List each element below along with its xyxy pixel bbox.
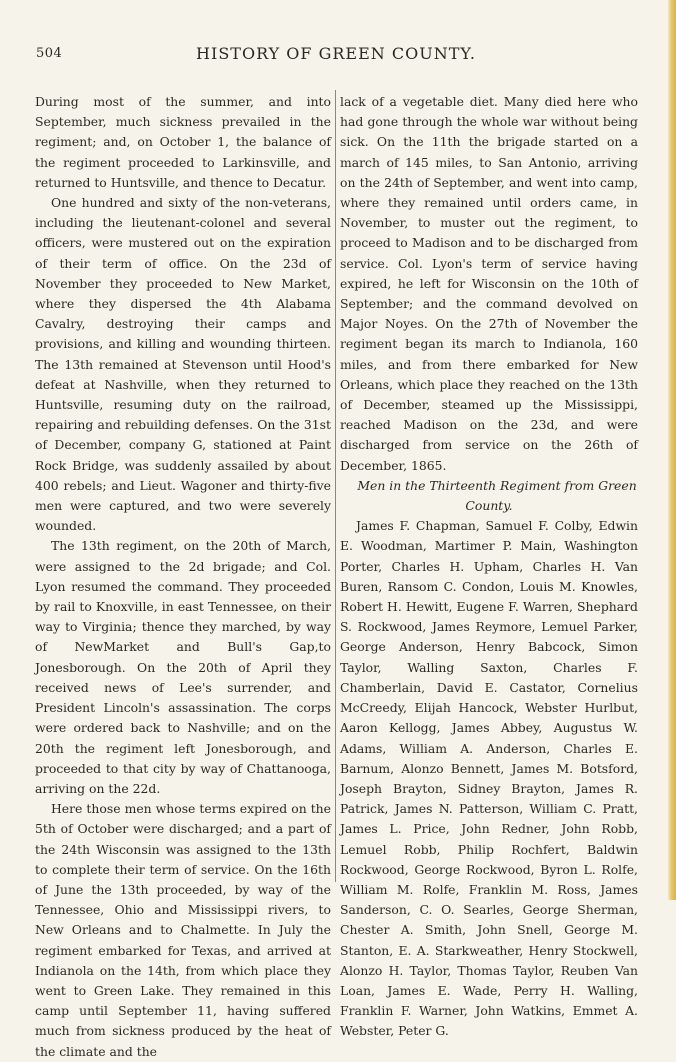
names-list: James F. Chapman, Samuel F. Colby, Edwin E. Woodman, Martimer P. Main, Washington Porter, Charles H. Upham, Charles H. Van Buren, Ransom C. Condon, Louis M. Knowles, Robert H. Hewitt, Eugene F. Warren, Shephard S. Rockwood, James Reymore, Lemuel Parker, George Anderson, Henry Babcock, Simon Taylor, Walling Saxton, Charles F. Chamberlain, David E. Castator, Cornelius McCreedy, Elijah Hancock, Webster Hurlbut, Aaron Kellogg, James Abbey, Augustus W. Adams, William A. Anderson, Charles E. Barnum, Alonzo Bennett, James M. Botsford, Joseph Brayton, Sidney Brayton, James R. Patrick, James N. Patterson, William C. Pratt, James L. Price, John Redner, John Robb, Lemuel Robb, Philip Rochfert, Baldwin Rockwood, George Rockwood, Byron L. Rolfe, William M. Rolfe, Franklin M. Ross, James Sanderson, C. O. Searles, George Sherman, Chester A. Smith, John Snell, George M. Stanton, E. A. Starkweather, Henry Stockwell, Alonzo H. Taylor, Thomas Taylor, Reuben Van Loan, James E. Wade, Perry H. Walling, Franklin F. Warner, John Watkins, Emmet A. Webster, Peter G.: [340, 518, 638, 1039]
page-header: [36, 46, 636, 68]
paragraph-continued: lack of a vegetable diet. Many died here who had gone through the whole war without being sick. On the 11th the brigade started on a march of 145 miles, to San Antonio, arriving on the 24th of September, and went into camp, where they remained until orders came, in November, to muster out the regiment, to proceed to Madison and to be discharged from service. Col. Lyon's term of service having expired, he left for Wisconsin on the 10th of September; and the command devolved on Major Noyes. On the 27th of November the regiment began its march to Indianola, 160 miles, and from there embarked for New Orleans, which place they reached on the 13th of December, steamed up the Mississippi, reached Madison on the 23d, and were discharged from service on the 26th of December, 1865.: [340, 94, 638, 473]
paragraph: During most of the summer, and into September, much sickness prevailed in the regiment; and, on October 1, the balance of the regiment proceeded to Larkinsville, and returned to Huntsville, and thence to Decatur.: [35, 94, 331, 190]
right-column: [340, 92, 638, 1042]
paragraph: One hundred and sixty of the non-veterans, including the lieutenant-colonel and several officers, were mustered out on the expiration of their term of office. On the 23d of November they proceeded to New Market, where they dispersed the 4th Alabama Cavalry, destroying their camps and provisions, and killing and wounding thirteen. The 13th remained at Stevenson until Hood's defeat at Nashville, when they returned to Huntsville, resuming duty on the railroad, repairing and rebuilding defenses. On the 31st of December, company G, stationed at Paint Rock Bridge, was suddenly assailed by about 400 rebels; and Lieut. Wagoner and thirty-five men were captured, and two were severely wounded.: [35, 195, 331, 534]
section-heading: Men in the Thirteenth Regiment from Green County.: [357, 477, 637, 514]
column-divider: [335, 90, 336, 882]
page-edge-binding: [668, 0, 676, 900]
paragraph: Here those men whose terms expired on the 5th of October were discharged; and a part of the 24th Wisconsin was assigned to the 13th to complete their term of service. On the 16th of June the 13th proceeded, by way of the Tennessee, Ohio and Mississippi rivers, to New Orleans and to Chalmette. In July the regiment embarked for Texas, and arrived at Indianola on the 14th, from which place they went to Green Lake. They remained in this camp until September 11, having suffered much from sickness produced by the heat of the climate and the: [35, 801, 331, 1059]
left-column: [35, 92, 331, 1062]
page-number: 504: [36, 46, 63, 61]
paragraph: The 13th regiment, on the 20th of March, were assigned to the 2d brigade; and Col. Lyon resumed the command. They proceeded by rail to Knoxville, in east Tennessee, on their way to Virginia; thence they marched, by way of NewMarket and Bull's Gap,to Jonesborough. On the 20th of April they received news of Lee's surrender, and President Lincoln's assassination. The corps were ordered back to Nashville; and on the 20th the regiment left Jonesborough, and proceeded to that city by way of Chattanooga, arriving on the 22d.: [35, 538, 331, 796]
running-title: HISTORY OF GREEN COUNTY.: [196, 44, 476, 63]
